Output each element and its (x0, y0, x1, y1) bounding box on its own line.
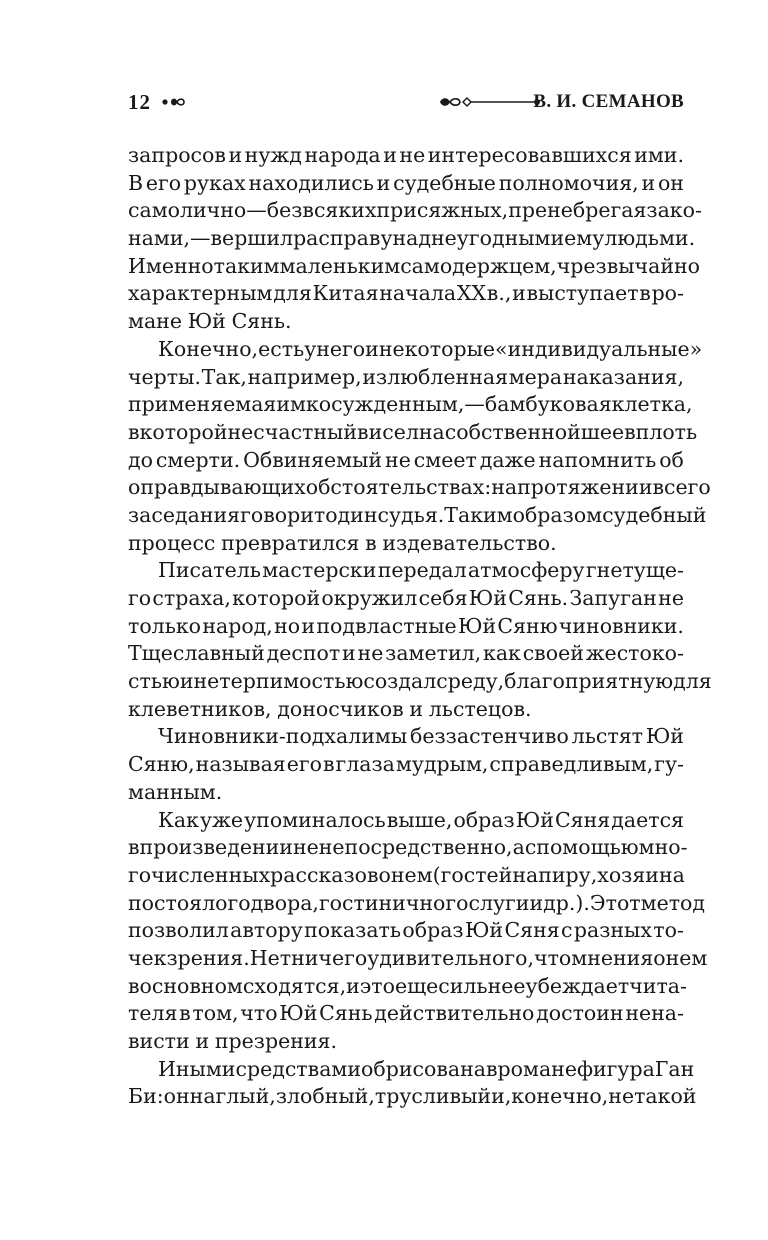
text-line: позволил автору показать образ Юй Сяня с разных то- (128, 918, 684, 943)
text-line: Как уже упоминалось выше, образ Юй Сяня дается (158, 807, 684, 832)
text-line: мане Юй Сянь. (128, 309, 292, 334)
text-line: постоялого двора, гостиничного слуги и др.). Этот метод (128, 890, 706, 915)
paragraph (128, 807, 708, 1056)
text-line: Сяню, называя его в глаза мудрым, справедливым, гу- (128, 752, 684, 777)
text-line: в произведении не непосредственно, а с помощью мно- (128, 835, 688, 860)
text-line: Би: он наглый, злобный, трусливый и, конечно, не такой (128, 1084, 697, 1109)
text-line: Именно таким маленьким самодержцем, чрезвычайно (128, 253, 700, 278)
body-text (128, 142, 712, 1111)
page-header (128, 88, 684, 116)
text-line: клеветников, доносчиков и льстецов. (128, 696, 532, 721)
page-number: 12 (128, 90, 151, 114)
text-line: гочисленных рассказов о нем (гостей на пиру, хозяина (128, 862, 685, 887)
text-line: самолично — без всяких присяжных, пренебрегая зако- (128, 198, 702, 223)
text-line: теля в том, что Юй Сянь действительно достоин нена- (128, 1001, 684, 1026)
running-title: В. И. СЕМАНОВ (533, 91, 684, 112)
text-line: висти и презрения. (128, 1029, 337, 1053)
paragraph (128, 557, 712, 723)
text-line: Чиновники-подхалимы беззастенчиво льстят Юй (158, 724, 684, 749)
text-line: оправдывающих обстоятельствах: на протяжении всего (128, 475, 711, 500)
text-line: только народ, но и подвластные Юй Сяню чиновники. (128, 613, 684, 638)
text-line: черты. Так, например, излюбленная мера наказания, (128, 364, 684, 389)
ornament-line-icon (438, 94, 542, 110)
text-line: стью и нетерпимостью создал среду, благоприятную для (128, 669, 712, 694)
text-line: запросов и нужд народа и не интересовавшихся ими. (128, 143, 684, 167)
paragraph (128, 142, 702, 336)
text-line: Тщеславный деспот и не заметил, как своей жестоко- (128, 641, 684, 666)
text-line: до смерти. Обвиняемый не смеет даже напомнить об (128, 447, 684, 472)
text-line: характерным для Китая начала XX в., и выступает в ро- (128, 281, 684, 306)
text-line: В его руках находились и судебные полномочия, и он (128, 170, 684, 195)
ornament-icon (162, 94, 186, 110)
paragraph (128, 723, 684, 806)
text-line: в основном сходятся, и это еще сильнее убеждает чита- (128, 973, 687, 998)
text-line: нами, — вершил расправу над неугодными ему людьми. (128, 226, 696, 251)
text-line: Конечно, есть у него и некоторые «индивидуальные» (158, 336, 703, 361)
paragraph (128, 336, 711, 558)
text-line: манным. (128, 779, 223, 804)
text-line: чек зрения. Нет ничего удивительного, что мнения о нем (128, 945, 708, 970)
text-line: процесс превратился в издевательство. (128, 530, 557, 555)
text-line: заседания говорит один судья. Таким образом судебный (128, 502, 707, 527)
text-line: Иными средствами обрисована в романе фигура Ган (158, 1056, 695, 1081)
text-line: применяемая им к осужденным, — бамбуковая клетка, (128, 392, 693, 417)
text-line: в которой несчастный висел на собственной шее вплоть (128, 419, 698, 444)
paragraph (128, 1056, 697, 1111)
text-line: го страха, которой окружил себя Юй Сянь. Запуган не (128, 586, 684, 610)
text-line: Писатель мастерски передал атмосферу гнетуще- (158, 558, 684, 583)
